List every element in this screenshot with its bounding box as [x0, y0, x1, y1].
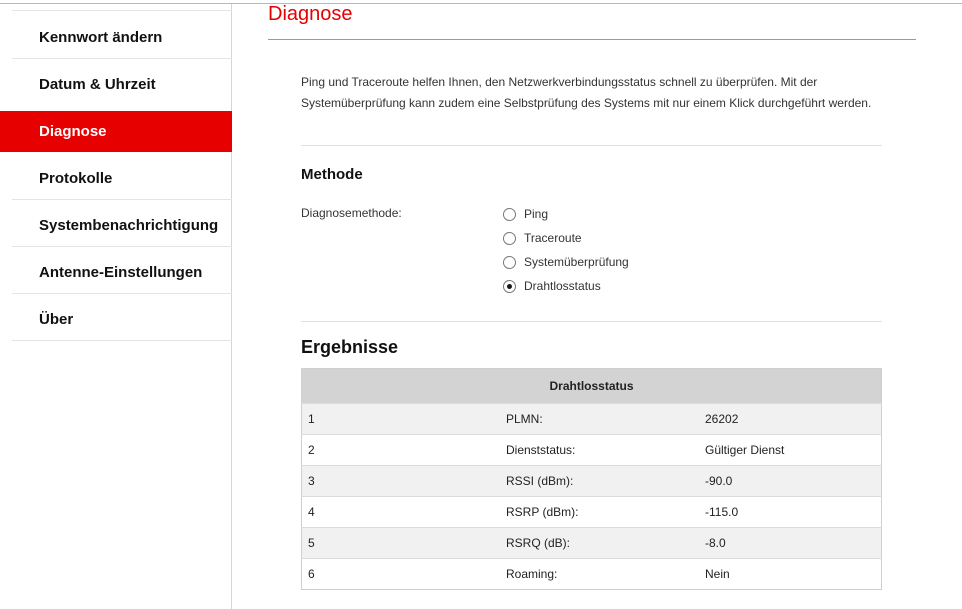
table-row — [302, 466, 882, 497]
row-name: Roaming: — [500, 559, 699, 590]
sidebar-item-protokolle[interactable]: Protokolle — [39, 170, 113, 187]
radio-button[interactable] — [503, 256, 516, 269]
radio-label: Ping — [524, 207, 549, 221]
row-name: Dienststatus: — [500, 435, 699, 466]
nav-separator — [12, 199, 232, 200]
row-value: Gültiger Dienst — [699, 435, 882, 466]
radio-button[interactable] — [503, 208, 516, 221]
method-heading: Methode — [301, 166, 363, 183]
radio-option-ping[interactable] — [503, 206, 548, 222]
main-content — [233, 4, 962, 609]
row-value: -115.0 — [699, 497, 882, 528]
table-row — [302, 528, 882, 559]
intro-line: Systemüberprüfung kann zudem eine Selbstprüfung des Systems mit nur einem Klick durchgeführt werden. — [301, 96, 872, 110]
intro-text — [301, 72, 901, 114]
nav-separator — [12, 58, 232, 59]
radio-button[interactable] — [503, 232, 516, 245]
nav-separator — [12, 10, 232, 11]
row-name: RSRQ (dB): — [500, 528, 699, 559]
row-name: PLMN: — [500, 404, 699, 435]
sidebar — [0, 4, 232, 609]
row-name: RSSI (dBm): — [500, 466, 699, 497]
sidebar-item-ueber[interactable]: Über — [39, 311, 74, 328]
row-value: -8.0 — [699, 528, 882, 559]
row-index: 6 — [302, 559, 501, 590]
row-value: 26202 — [699, 404, 882, 435]
section-divider — [301, 321, 882, 322]
nav-separator — [12, 293, 232, 294]
sidebar-item-kennwort[interactable]: Kennwort ändern — [39, 29, 163, 46]
radio-option-systemueberpruefung[interactable] — [503, 254, 629, 270]
intro-line: Ping und Traceroute helfen Ihnen, den Netzwerkverbindungsstatus schnell zu überprüfen. Mit der — [301, 75, 818, 89]
row-value: -90.0 — [699, 466, 882, 497]
page-title: Diagnose — [268, 3, 353, 25]
nav-separator — [12, 246, 232, 247]
radio-option-drahtlosstatus[interactable] — [503, 278, 601, 294]
sidebar-item-antenne-einstellungen[interactable]: Antenne-Einstellungen — [39, 264, 203, 281]
results-heading: Ergebnisse — [301, 337, 399, 357]
radio-label: Traceroute — [524, 231, 582, 245]
method-field-label: Diagnosemethode: — [301, 206, 402, 220]
sidebar-item-datum-uhrzeit[interactable]: Datum & Uhrzeit — [39, 76, 156, 93]
row-index: 4 — [302, 497, 501, 528]
radio-label: Drahtlosstatus — [524, 279, 601, 293]
results-table — [301, 368, 882, 590]
row-value: Nein — [699, 559, 882, 590]
radio-button-selected[interactable] — [503, 280, 516, 293]
radio-label: Systemüberprüfung — [524, 255, 629, 269]
table-header: Drahtlosstatus — [302, 369, 882, 404]
row-name: RSRP (dBm): — [500, 497, 699, 528]
table-row — [302, 559, 882, 590]
section-divider — [301, 145, 882, 146]
title-divider — [268, 39, 916, 40]
radio-option-traceroute[interactable] — [503, 230, 582, 246]
sidebar-item-diagnose[interactable]: Diagnose — [0, 111, 232, 152]
table-row — [302, 404, 882, 435]
row-index: 1 — [302, 404, 501, 435]
row-index: 3 — [302, 466, 501, 497]
sidebar-item-systembenachrichtigung[interactable]: Systembenachrichtigung — [39, 217, 219, 234]
row-index: 2 — [302, 435, 501, 466]
table-row — [302, 435, 882, 466]
table-row — [302, 497, 882, 528]
nav-separator — [12, 340, 232, 341]
row-index: 5 — [302, 528, 501, 559]
